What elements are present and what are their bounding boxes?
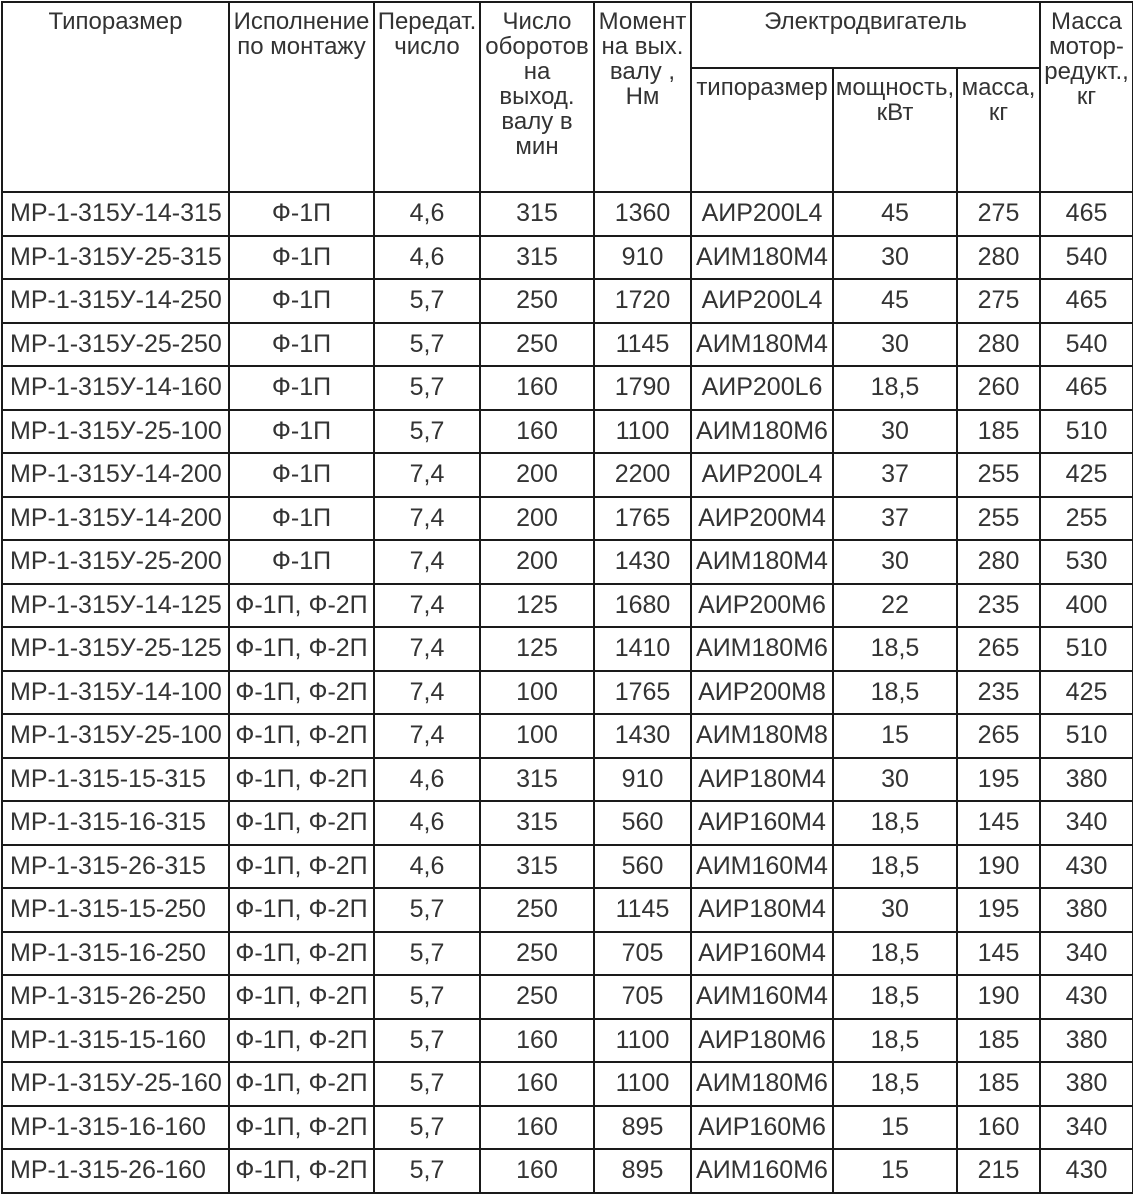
- cell-size: МР-1-315У-25-200: [2, 540, 229, 584]
- cell-rpm: 100: [480, 671, 594, 715]
- cell-motor-mass: 275: [957, 192, 1040, 236]
- cell-rpm: 315: [480, 801, 594, 845]
- cell-mount: Ф-1П, Ф-2П: [229, 1106, 374, 1150]
- cell-size: МР-1-315У-14-315: [2, 192, 229, 236]
- cell-motor-size: АИР160М4: [691, 932, 833, 976]
- header-motor-size: типоразмер: [691, 68, 833, 192]
- table-row: [2, 671, 1133, 715]
- cell-ratio: 5,7: [374, 366, 480, 410]
- cell-mount: Ф-1П, Ф-2П: [229, 801, 374, 845]
- cell-total-mass: 510: [1040, 410, 1133, 454]
- cell-torque: 910: [594, 236, 691, 280]
- table-row: [2, 758, 1133, 802]
- cell-motor-power: 18,5: [833, 366, 957, 410]
- cell-size: МР-1-315У-25-100: [2, 714, 229, 758]
- cell-ratio: 5,7: [374, 1062, 480, 1106]
- table-row: [2, 1106, 1133, 1150]
- cell-mount: Ф-1П, Ф-2П: [229, 627, 374, 671]
- cell-ratio: 7,4: [374, 584, 480, 628]
- cell-motor-size: АИР180М6: [691, 1019, 833, 1063]
- cell-torque: 1145: [594, 323, 691, 367]
- cell-size: МР-1-315У-25-160: [2, 1062, 229, 1106]
- cell-rpm: 250: [480, 279, 594, 323]
- cell-motor-mass: 265: [957, 627, 1040, 671]
- cell-mount: Ф-1П: [229, 323, 374, 367]
- cell-rpm: 315: [480, 192, 594, 236]
- cell-motor-mass: 160: [957, 1106, 1040, 1150]
- header-torque: Момент на вых. валу , Нм: [594, 2, 691, 192]
- cell-rpm: 160: [480, 1106, 594, 1150]
- cell-mount: Ф-1П, Ф-2П: [229, 932, 374, 976]
- cell-motor-mass: 215: [957, 1149, 1040, 1193]
- cell-motor-mass: 190: [957, 845, 1040, 889]
- cell-rpm: 315: [480, 236, 594, 280]
- cell-mount: Ф-1П: [229, 192, 374, 236]
- cell-mount: Ф-1П, Ф-2П: [229, 758, 374, 802]
- cell-torque: 705: [594, 932, 691, 976]
- cell-size: МР-1-315У-14-100: [2, 671, 229, 715]
- cell-mount: Ф-1П, Ф-2П: [229, 1149, 374, 1193]
- cell-total-mass: 340: [1040, 801, 1133, 845]
- header-motor: Электродвигатель: [691, 2, 1040, 68]
- cell-ratio: 4,6: [374, 801, 480, 845]
- cell-torque: 560: [594, 801, 691, 845]
- cell-size: МР-1-315-16-160: [2, 1106, 229, 1150]
- cell-motor-mass: 145: [957, 932, 1040, 976]
- cell-rpm: 200: [480, 497, 594, 541]
- cell-motor-size: АИР200М8: [691, 671, 833, 715]
- cell-total-mass: 400: [1040, 584, 1133, 628]
- cell-total-mass: 380: [1040, 758, 1133, 802]
- cell-total-mass: 340: [1040, 932, 1133, 976]
- cell-motor-size: АИМ160М4: [691, 975, 833, 1019]
- cell-motor-power: 18,5: [833, 932, 957, 976]
- cell-rpm: 250: [480, 932, 594, 976]
- cell-motor-mass: 195: [957, 758, 1040, 802]
- table-row: [2, 236, 1133, 280]
- cell-ratio: 5,7: [374, 1106, 480, 1150]
- cell-ratio: 5,7: [374, 279, 480, 323]
- cell-ratio: 5,7: [374, 1019, 480, 1063]
- cell-size: МР-1-315У-25-125: [2, 627, 229, 671]
- cell-mount: Ф-1П, Ф-2П: [229, 671, 374, 715]
- cell-mount: Ф-1П, Ф-2П: [229, 1019, 374, 1063]
- cell-ratio: 5,7: [374, 1149, 480, 1193]
- cell-rpm: 250: [480, 888, 594, 932]
- cell-motor-size: АИР200L4: [691, 453, 833, 497]
- cell-motor-power: 18,5: [833, 845, 957, 889]
- cell-motor-mass: 255: [957, 497, 1040, 541]
- cell-torque: 1100: [594, 1019, 691, 1063]
- cell-motor-size: АИМ180М6: [691, 1062, 833, 1106]
- cell-motor-mass: 235: [957, 584, 1040, 628]
- cell-torque: 1410: [594, 627, 691, 671]
- cell-motor-mass: 195: [957, 888, 1040, 932]
- table-row: [2, 540, 1133, 584]
- cell-ratio: 5,7: [374, 975, 480, 1019]
- cell-total-mass: 465: [1040, 279, 1133, 323]
- header-size: Типоразмер: [2, 2, 229, 192]
- cell-motor-power: 15: [833, 1106, 957, 1150]
- table-body: [2, 192, 1133, 1193]
- cell-rpm: 125: [480, 584, 594, 628]
- cell-mount: Ф-1П, Ф-2П: [229, 714, 374, 758]
- cell-motor-size: АИР180М4: [691, 888, 833, 932]
- cell-motor-power: 37: [833, 497, 957, 541]
- cell-size: МР-1-315У-14-125: [2, 584, 229, 628]
- cell-mount: Ф-1П: [229, 410, 374, 454]
- cell-total-mass: 530: [1040, 540, 1133, 584]
- cell-total-mass: 510: [1040, 714, 1133, 758]
- cell-mount: Ф-1П, Ф-2П: [229, 888, 374, 932]
- cell-motor-size: АИР200L6: [691, 366, 833, 410]
- cell-motor-power: 15: [833, 1149, 957, 1193]
- cell-total-mass: 380: [1040, 1062, 1133, 1106]
- table-row: [2, 1019, 1133, 1063]
- cell-total-mass: 380: [1040, 888, 1133, 932]
- specs-table: [1, 1, 1133, 1194]
- cell-ratio: 7,4: [374, 453, 480, 497]
- cell-motor-power: 22: [833, 584, 957, 628]
- cell-motor-mass: 280: [957, 236, 1040, 280]
- cell-motor-power: 18,5: [833, 975, 957, 1019]
- cell-size: МР-1-315-26-315: [2, 845, 229, 889]
- cell-torque: 1430: [594, 714, 691, 758]
- cell-size: МР-1-315У-25-100: [2, 410, 229, 454]
- cell-motor-power: 30: [833, 410, 957, 454]
- cell-torque: 1430: [594, 540, 691, 584]
- cell-motor-size: АИР200L4: [691, 192, 833, 236]
- cell-motor-size: АИР200М6: [691, 584, 833, 628]
- cell-size: МР-1-315-26-160: [2, 1149, 229, 1193]
- table-row: [2, 192, 1133, 236]
- cell-torque: 705: [594, 975, 691, 1019]
- cell-ratio: 7,4: [374, 671, 480, 715]
- cell-mount: Ф-1П: [229, 540, 374, 584]
- cell-motor-power: 30: [833, 323, 957, 367]
- table-row: [2, 1149, 1133, 1193]
- cell-mount: Ф-1П: [229, 236, 374, 280]
- cell-motor-size: АИМ180М6: [691, 410, 833, 454]
- cell-total-mass: 425: [1040, 453, 1133, 497]
- table-row: [2, 453, 1133, 497]
- cell-size: МР-1-315-16-250: [2, 932, 229, 976]
- cell-motor-size: АИМ180М4: [691, 323, 833, 367]
- cell-motor-power: 18,5: [833, 1062, 957, 1106]
- cell-motor-mass: 185: [957, 410, 1040, 454]
- cell-rpm: 315: [480, 845, 594, 889]
- cell-rpm: 100: [480, 714, 594, 758]
- cell-size: МР-1-315У-14-200: [2, 497, 229, 541]
- cell-torque: 1790: [594, 366, 691, 410]
- table-row: [2, 323, 1133, 367]
- cell-mount: Ф-1П: [229, 279, 374, 323]
- cell-torque: 1680: [594, 584, 691, 628]
- cell-motor-size: АИМ160М6: [691, 1149, 833, 1193]
- header-mount: Исполнение по монтажу: [229, 2, 374, 192]
- table-row: [2, 801, 1133, 845]
- cell-motor-mass: 280: [957, 323, 1040, 367]
- cell-torque: 1145: [594, 888, 691, 932]
- cell-motor-size: АИР200L4: [691, 279, 833, 323]
- cell-rpm: 160: [480, 1149, 594, 1193]
- cell-total-mass: 255: [1040, 497, 1133, 541]
- cell-motor-power: 37: [833, 453, 957, 497]
- cell-size: МР-1-315У-14-160: [2, 366, 229, 410]
- table-row: [2, 1062, 1133, 1106]
- header-motor-power: мощность, кВт: [833, 68, 957, 192]
- table-row: [2, 932, 1133, 976]
- cell-motor-mass: 190: [957, 975, 1040, 1019]
- header-ratio: Передат. число: [374, 2, 480, 192]
- table-row: [2, 366, 1133, 410]
- cell-rpm: 125: [480, 627, 594, 671]
- cell-motor-power: 30: [833, 888, 957, 932]
- cell-mount: Ф-1П, Ф-2П: [229, 1062, 374, 1106]
- cell-rpm: 250: [480, 323, 594, 367]
- cell-total-mass: 430: [1040, 845, 1133, 889]
- cell-size: МР-1-315У-25-315: [2, 236, 229, 280]
- cell-motor-power: 45: [833, 279, 957, 323]
- cell-torque: 560: [594, 845, 691, 889]
- cell-total-mass: 465: [1040, 192, 1133, 236]
- cell-motor-power: 18,5: [833, 627, 957, 671]
- cell-motor-mass: 255: [957, 453, 1040, 497]
- cell-ratio: 4,6: [374, 236, 480, 280]
- cell-motor-size: АИР160М4: [691, 801, 833, 845]
- cell-torque: 895: [594, 1149, 691, 1193]
- cell-size: МР-1-315У-25-250: [2, 323, 229, 367]
- cell-mount: Ф-1П: [229, 497, 374, 541]
- cell-motor-power: 15: [833, 714, 957, 758]
- cell-torque: 2200: [594, 453, 691, 497]
- cell-size: МР-1-315-15-315: [2, 758, 229, 802]
- cell-ratio: 4,6: [374, 758, 480, 802]
- table-row: [2, 584, 1133, 628]
- table-row: [2, 497, 1133, 541]
- cell-mount: Ф-1П, Ф-2П: [229, 845, 374, 889]
- cell-size: МР-1-315-16-315: [2, 801, 229, 845]
- cell-motor-mass: 145: [957, 801, 1040, 845]
- cell-rpm: 160: [480, 366, 594, 410]
- cell-motor-size: АИР160М6: [691, 1106, 833, 1150]
- cell-motor-size: АИР180М4: [691, 758, 833, 802]
- cell-total-mass: 340: [1040, 1106, 1133, 1150]
- cell-rpm: 250: [480, 975, 594, 1019]
- cell-total-mass: 540: [1040, 236, 1133, 280]
- cell-torque: 1720: [594, 279, 691, 323]
- cell-motor-mass: 185: [957, 1019, 1040, 1063]
- cell-motor-power: 18,5: [833, 671, 957, 715]
- cell-ratio: 5,7: [374, 888, 480, 932]
- cell-motor-mass: 185: [957, 1062, 1040, 1106]
- cell-motor-mass: 275: [957, 279, 1040, 323]
- cell-motor-power: 18,5: [833, 801, 957, 845]
- cell-torque: 1765: [594, 497, 691, 541]
- cell-total-mass: 425: [1040, 671, 1133, 715]
- table-row: [2, 845, 1133, 889]
- cell-mount: Ф-1П: [229, 453, 374, 497]
- cell-motor-power: 18,5: [833, 1019, 957, 1063]
- cell-mount: Ф-1П, Ф-2П: [229, 584, 374, 628]
- header-motor-mass: масса, кг: [957, 68, 1040, 192]
- cell-rpm: 160: [480, 1062, 594, 1106]
- cell-ratio: 5,7: [374, 410, 480, 454]
- cell-ratio: 5,7: [374, 323, 480, 367]
- cell-size: МР-1-315У-14-200: [2, 453, 229, 497]
- cell-ratio: 7,4: [374, 714, 480, 758]
- cell-total-mass: 465: [1040, 366, 1133, 410]
- cell-motor-size: АИМ180М8: [691, 714, 833, 758]
- cell-motor-power: 30: [833, 236, 957, 280]
- cell-ratio: 7,4: [374, 627, 480, 671]
- cell-ratio: 7,4: [374, 497, 480, 541]
- cell-motor-size: АИМ180М4: [691, 236, 833, 280]
- header-total-mass: Масса мотор- редукт., кг: [1040, 2, 1133, 192]
- table-row: [2, 410, 1133, 454]
- table-row: [2, 888, 1133, 932]
- cell-motor-power: 45: [833, 192, 957, 236]
- cell-torque: 895: [594, 1106, 691, 1150]
- cell-motor-mass: 280: [957, 540, 1040, 584]
- cell-total-mass: 430: [1040, 1149, 1133, 1193]
- cell-motor-size: АИМ160М4: [691, 845, 833, 889]
- cell-ratio: 7,4: [374, 540, 480, 584]
- header-rpm: Число оборотов на выход. валу в мин: [480, 2, 594, 192]
- cell-mount: Ф-1П: [229, 366, 374, 410]
- cell-motor-power: 30: [833, 758, 957, 802]
- cell-total-mass: 380: [1040, 1019, 1133, 1063]
- cell-motor-size: АИМ180М4: [691, 540, 833, 584]
- cell-rpm: 160: [480, 1019, 594, 1063]
- cell-torque: 1765: [594, 671, 691, 715]
- cell-motor-mass: 265: [957, 714, 1040, 758]
- table-row: [2, 627, 1133, 671]
- cell-size: МР-1-315-15-160: [2, 1019, 229, 1063]
- cell-torque: 1100: [594, 410, 691, 454]
- cell-size: МР-1-315-15-250: [2, 888, 229, 932]
- cell-rpm: 200: [480, 540, 594, 584]
- cell-total-mass: 430: [1040, 975, 1133, 1019]
- cell-rpm: 160: [480, 410, 594, 454]
- cell-mount: Ф-1П, Ф-2П: [229, 975, 374, 1019]
- cell-motor-power: 30: [833, 540, 957, 584]
- cell-total-mass: 540: [1040, 323, 1133, 367]
- table-row: [2, 975, 1133, 1019]
- cell-ratio: 5,7: [374, 932, 480, 976]
- cell-torque: 910: [594, 758, 691, 802]
- cell-motor-size: АИР200М4: [691, 497, 833, 541]
- table-row: [2, 279, 1133, 323]
- cell-motor-mass: 260: [957, 366, 1040, 410]
- cell-size: МР-1-315У-14-250: [2, 279, 229, 323]
- cell-motor-mass: 235: [957, 671, 1040, 715]
- cell-rpm: 315: [480, 758, 594, 802]
- cell-total-mass: 510: [1040, 627, 1133, 671]
- cell-motor-size: АИМ180М6: [691, 627, 833, 671]
- cell-torque: 1360: [594, 192, 691, 236]
- cell-size: МР-1-315-26-250: [2, 975, 229, 1019]
- cell-torque: 1100: [594, 1062, 691, 1106]
- cell-ratio: 4,6: [374, 192, 480, 236]
- table-row: [2, 714, 1133, 758]
- cell-rpm: 200: [480, 453, 594, 497]
- cell-ratio: 4,6: [374, 845, 480, 889]
